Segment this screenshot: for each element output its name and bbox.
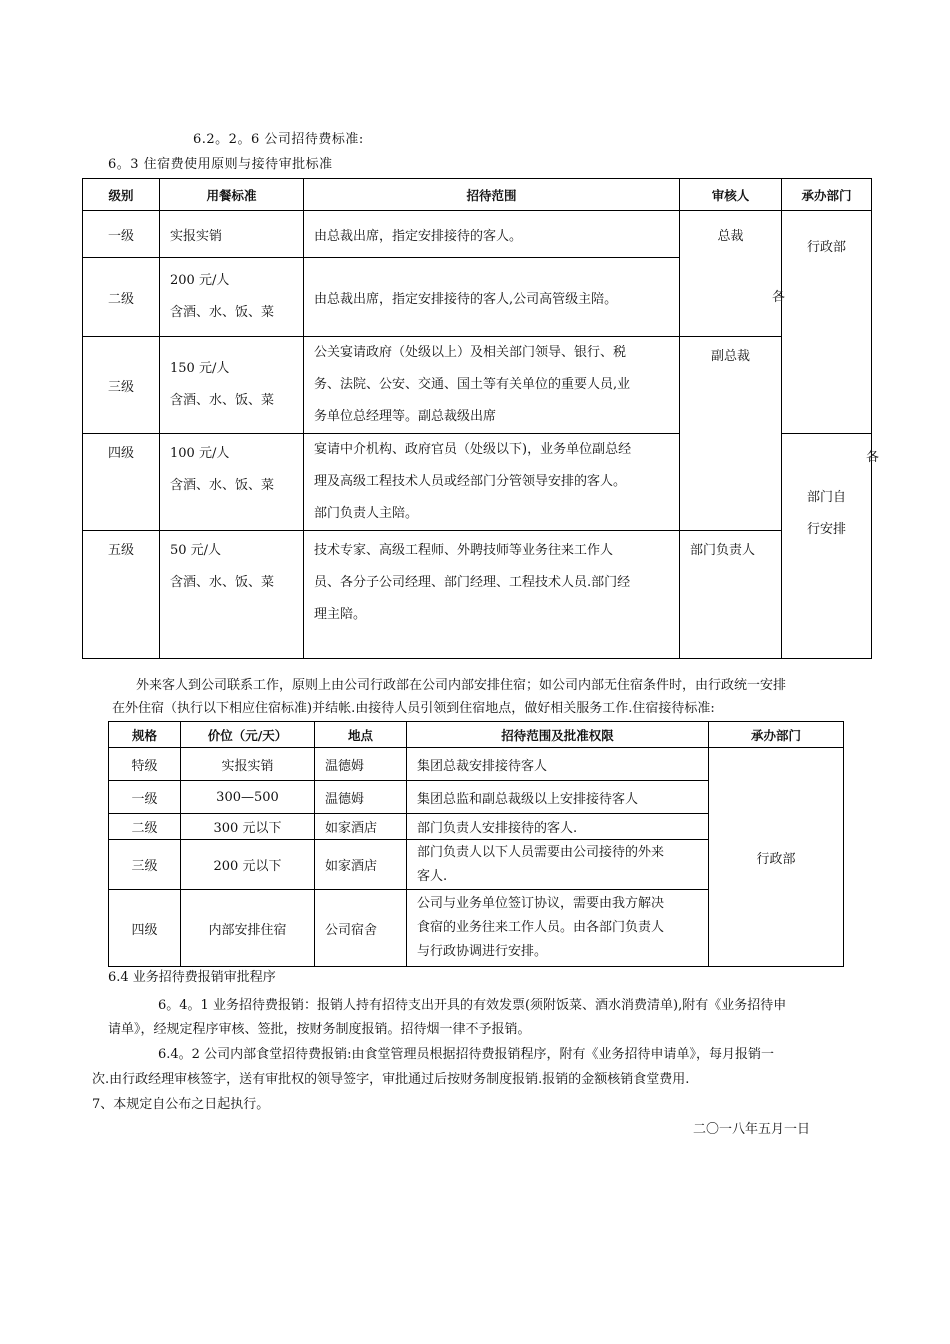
meal-includes: 含酒、水、饭、菜	[170, 393, 275, 408]
scope-line: 与行政协调进行安排。	[417, 944, 548, 959]
section-6-4-1-line: 请单》，经规定程序审核、签批，按财务制度报销。招待烟一律不予报销。	[108, 1022, 531, 1037]
meal-cell	[160, 337, 304, 434]
dept-name: 行政部	[806, 240, 846, 255]
scope-line: 务、法院、公安、交通、国土等有关单位的重要人员,业	[314, 377, 631, 392]
section-6-4-title: 6.4 业务招待费报销审批程序	[108, 970, 276, 985]
scope-line: 员、各分子公司经理、部门经理、工程技术人员.部门经	[314, 575, 631, 590]
table-row	[83, 531, 872, 659]
scope-line: 公关宴请政府（处级以上）及相关部门领导、银行、税	[314, 345, 627, 360]
column-header: 审核人	[680, 179, 782, 211]
meal-includes: 含酒、水、饭、菜	[170, 575, 275, 590]
column-header: 承办部门	[709, 722, 844, 748]
column-header: 地点	[315, 722, 407, 748]
scope-cell: 集团总监和副总裁级以上安排接待客人	[407, 781, 709, 814]
scope-cell	[407, 840, 709, 890]
table-header-row	[109, 722, 844, 748]
lodging-standard-table	[108, 721, 844, 967]
scope-line: 宴请中介机构、政府官员（处级以下)，业务单位副总经	[314, 442, 632, 457]
level-cell	[83, 434, 160, 531]
scope-line: 理及高级工程技术人员或经部门分管领导安排的客人。	[314, 474, 627, 489]
place-cell: 温德姆	[315, 781, 407, 814]
meal-cell	[160, 258, 304, 337]
price-cell: 300 元以下	[181, 814, 315, 840]
scope-cell: 部门负责人安排接待的客人.	[407, 814, 709, 840]
level-label: 四级	[107, 446, 134, 461]
scope-cell: 集团总裁安排接待客人	[407, 748, 709, 781]
price-cell: 内部安排住宿	[181, 890, 315, 967]
clause-7: 7、本规定自公布之日起执行。	[92, 1097, 270, 1112]
scope-line: 务单位总经理等。副总裁级出席	[314, 409, 497, 424]
place-cell: 如家酒店	[315, 840, 407, 890]
heading-6-3: 6。3 住宿费使用原则与接待审批标准	[108, 157, 333, 172]
meal-standard-table	[82, 178, 880, 659]
table-row	[109, 748, 844, 781]
place-cell: 温德姆	[315, 748, 407, 781]
level-label: 五级	[107, 543, 134, 558]
level-cell: 四级	[109, 890, 181, 967]
price-cell: 300—500	[181, 781, 315, 814]
meal-cell: 实报实销	[160, 211, 304, 258]
scope-cell	[304, 531, 680, 659]
level-cell: 三级	[83, 337, 160, 434]
table-row	[83, 211, 872, 258]
reviewer-cell	[680, 531, 782, 659]
dept-cell-lower	[782, 434, 880, 659]
scope-line: 部门负责人以下人员需要由公司接待的外来	[417, 844, 665, 860]
scope-cell: 由总裁出席，指定安排接待的客人。	[304, 211, 680, 258]
level-cell: 一级	[109, 781, 181, 814]
section-6-4-2-line: 6.4。2 公司内部食堂招待费报销:由食堂管理员根据招待费报销程序，附有《业务招待申请单》，每月报销一	[158, 1047, 774, 1062]
meal-cell	[160, 531, 304, 659]
meal-price: 150 元/人	[170, 361, 230, 376]
column-header: 招待范围	[304, 179, 680, 211]
lodging-paragraph-line: 外来客人到公司联系工作，原则上由公司行政部在公司内部安排住宿；如公司内部无住宿条件时，由行政统一安排	[136, 678, 787, 693]
scope-line: 部门负责人主陪。	[314, 506, 419, 521]
column-header: 价位（元/天）	[181, 722, 315, 748]
stray-char: 各	[772, 290, 786, 305]
meal-includes: 含酒、水、饭、菜	[170, 305, 275, 320]
reviewer-name: 总裁	[717, 229, 744, 244]
stray-char: 各	[866, 450, 880, 465]
dept-cell-upper	[772, 211, 872, 434]
reviewer-name: 副总裁	[710, 349, 750, 364]
lodging-paragraph-line: 在外住宿（执行以下相应住宿标准)并结帐.由接待人员引领到住宿地点，做好相关服务工作.住宿接待标准:	[112, 701, 715, 716]
meal-price: 200 元/人	[170, 273, 230, 288]
scope-cell: 由总裁出席，指定安排接待的客人,公司高管级主陪。	[304, 258, 680, 337]
column-header: 用餐标准	[160, 179, 304, 211]
level-cell: 特级	[109, 748, 181, 781]
dept-cell: 行政部	[709, 748, 844, 967]
scope-line: 食宿的业务往来工作人员。由各部门负责人	[417, 920, 665, 935]
reviewer-name: 部门负责人	[690, 543, 756, 558]
meal-cell	[160, 434, 304, 531]
scope-line: 理主陪。	[314, 607, 367, 622]
scope-line: 技术专家、高级工程师、外聘技师等业务往来工作人	[314, 543, 614, 558]
scope-cell	[304, 434, 680, 531]
level-cell: 一级	[83, 211, 160, 258]
price-cell: 200 元以下	[181, 840, 315, 890]
place-cell: 公司宿舍	[315, 890, 407, 967]
column-header: 级别	[83, 179, 160, 211]
scope-line: 公司与业务单位签订协议，需要由我方解决	[417, 896, 665, 911]
scope-cell	[304, 337, 680, 434]
reviewer-cell	[680, 211, 782, 337]
section-6-4-2-line: 次.由行政经理审核签字，送有审批权的领导签字，审批通过后按财务制度报销.报销的金额核销食堂费用.	[92, 1072, 690, 1087]
scope-cell	[407, 890, 709, 967]
dept-line: 行安排	[806, 522, 846, 537]
dept-line: 部门自	[806, 490, 846, 505]
column-header: 规格	[109, 722, 181, 748]
level-cell: 三级	[109, 840, 181, 890]
column-header: 招待范围及批准权限	[407, 722, 709, 748]
meal-price: 100 元/人	[170, 446, 230, 461]
document-date: 二〇一八年五月一日	[693, 1122, 811, 1137]
column-header: 承办部门	[782, 179, 872, 211]
scope-line: 客人.	[417, 868, 448, 884]
price-cell: 实报实销	[181, 748, 315, 781]
level-cell: 二级	[109, 814, 181, 840]
place-cell: 如家酒店	[315, 814, 407, 840]
section-6-4-1-line: 6。4。1 业务招待费报销：报销人持有招待支出开具的有效发票(须附饭菜、酒水消费清单),附有《业务招待申	[158, 998, 787, 1013]
reviewer-cell	[680, 337, 782, 531]
dept-note	[782, 482, 871, 546]
table-row	[83, 337, 872, 434]
meal-price: 50 元/人	[170, 543, 222, 558]
table-header-row	[83, 179, 872, 211]
level-cell: 二级	[83, 258, 160, 337]
heading-6-2-2-6: 6.2。2。6 公司招待费标准:	[193, 132, 364, 147]
level-cell	[83, 531, 160, 659]
meal-includes: 含酒、水、饭、菜	[170, 478, 275, 493]
